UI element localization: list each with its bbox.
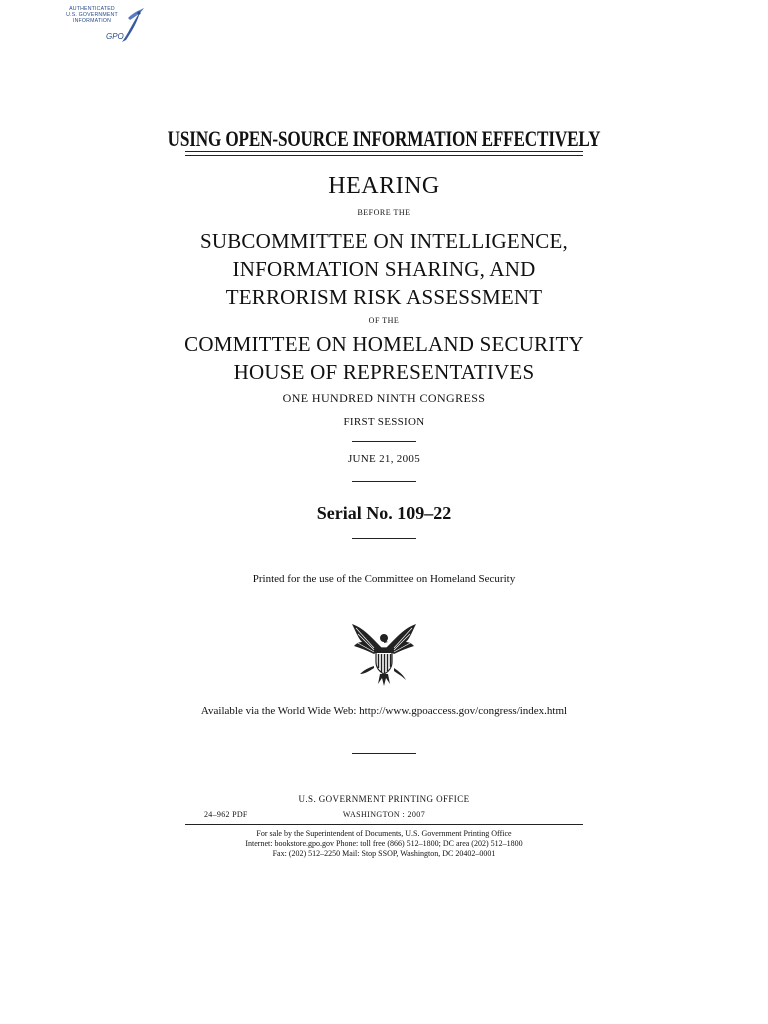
publication-place-year: WASHINGTON : 2007 xyxy=(342,810,426,819)
sales-line: Internet: bookstore.gpo.gov Phone: toll free (866) 512–1800; DC area (202) 512–1800 xyxy=(245,839,523,848)
stamp-gpo-mark: GPO xyxy=(106,32,124,41)
eagle-seal-icon xyxy=(348,618,420,688)
committee-name xyxy=(0,330,768,386)
serial-number: Serial No. 109–22 xyxy=(316,503,452,523)
subcommittee-line: TERRORISM RISK ASSESSMENT xyxy=(225,285,543,309)
footer-rule xyxy=(185,824,583,825)
title-double-rule xyxy=(185,151,583,156)
sales-information xyxy=(0,829,768,859)
printing-office-label: U.S. GOVERNMENT PRINTING OFFICE xyxy=(298,794,470,804)
subcommittee-name xyxy=(0,227,768,311)
divider-rule xyxy=(352,481,416,482)
of-the-label: OF THE xyxy=(368,316,400,325)
sales-line: For sale by the Superintendent of Documents, U.S. Government Printing Office xyxy=(256,829,512,838)
congress-label: ONE HUNDRED NINTH CONGRESS xyxy=(282,391,486,405)
subcommittee-line: INFORMATION SHARING, AND xyxy=(232,257,536,281)
printed-for-note: Printed for the use of the Committee on Homeland Security xyxy=(252,573,516,585)
subcommittee-line: SUBCOMMITTEE ON INTELLIGENCE, xyxy=(199,229,568,253)
stamp-text xyxy=(60,6,124,24)
pdf-number: 24–962 PDF xyxy=(204,810,248,819)
committee-line: HOUSE OF REPRESENTATIVES xyxy=(233,360,535,384)
committee-line: COMMITTEE ON HOMELAND SECURITY xyxy=(184,332,584,356)
web-availability-note: Available via the World Wide Web: http://www.gpoaccess.gov/congress/index.html xyxy=(200,705,568,717)
stamp-line: INFORMATION xyxy=(72,18,112,24)
hearing-date: JUNE 21, 2005 xyxy=(347,453,421,465)
divider-rule xyxy=(352,753,416,754)
session-label: FIRST SESSION xyxy=(343,416,425,428)
divider-rule xyxy=(352,441,416,442)
document-title: USING OPEN-SOURCE INFORMATION EFFECTIVELY xyxy=(167,126,601,151)
stamp-line: AUTHENTICATED xyxy=(69,6,115,12)
divider-rule xyxy=(352,538,416,539)
gpo-authentication-stamp xyxy=(60,6,150,48)
hearing-heading: HEARING xyxy=(328,173,440,199)
before-the-label: BEFORE THE xyxy=(357,208,411,217)
stamp-line: U.S. GOVERNMENT xyxy=(66,12,118,18)
sales-line: Fax: (202) 512–2250 Mail: Stop SSOP, Washington, DC 20402–0001 xyxy=(272,849,496,858)
eagle-swoosh-icon xyxy=(118,6,146,46)
